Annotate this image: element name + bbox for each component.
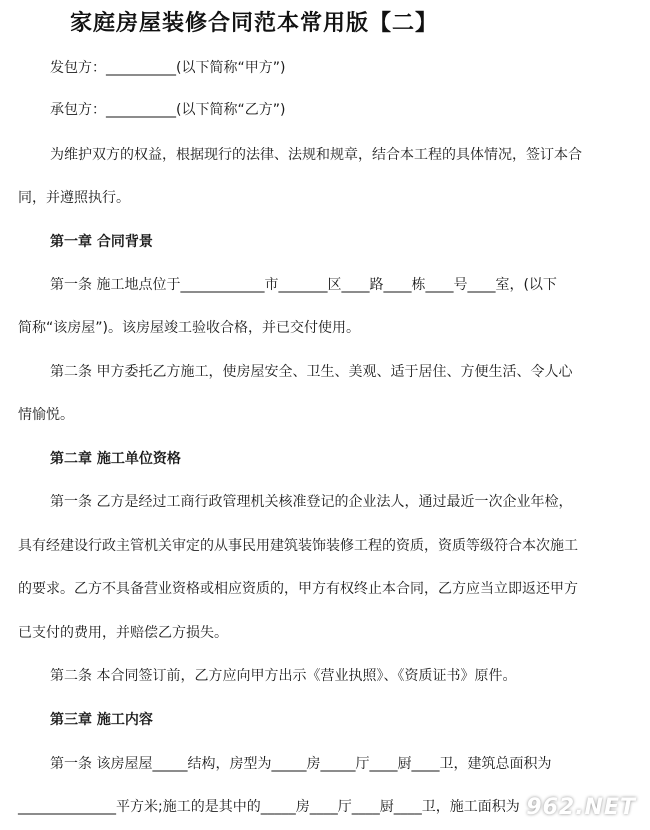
preamble-line-2: 同，并遵照执行。 bbox=[18, 190, 130, 206]
ch3-art1-line-2: ______________平方米;施工的是其中的_____房____厅____厨____卫，施工面积为 bbox=[18, 799, 520, 815]
chapter-2-heading: 第二章 施工单位资格 bbox=[50, 451, 181, 467]
chapter-1-heading: 第一章 合同背景 bbox=[50, 234, 153, 250]
preamble-line-1: 为维护双方的权益，根据现行的法律、法规和规章，结合本工程的具体情况，签订本合 bbox=[50, 147, 582, 163]
ch2-art2-line-1: 第二条 本合同签订前，乙方应向甲方出示《营业执照》、《资质证书》原件。 bbox=[50, 668, 517, 684]
ch2-art1-line-2: 具有经建设行政主管机关审定的从事民用建筑装饰装修工程的资质，资质等级符合本次施工 bbox=[18, 538, 578, 554]
party-a-line: 发包方：__________(以下简称“甲方”) bbox=[50, 60, 286, 76]
ch2-art1-line-4: 已支付的费用，并赔偿乙方损失。 bbox=[18, 625, 228, 641]
party-b-line: 承包方：__________(以下简称“乙方”) bbox=[50, 102, 286, 118]
document-title: 家庭房屋装修合同范本常用版【二】 bbox=[70, 11, 439, 36]
ch1-art1-line-2: 简称“该房屋”)。该房屋竣工验收合格，并已交付使用。 bbox=[18, 320, 360, 336]
site-watermark bbox=[502, 786, 644, 826]
ch1-art2-line-2: 情愉悦。 bbox=[18, 407, 74, 423]
watermark-logo-text: 962.NET bbox=[526, 795, 636, 820]
ch1-art2-line-1: 第二条 甲方委托乙方施工，使房屋安全、卫生、美观、适于居住、方便生活、令人心 bbox=[50, 364, 573, 380]
ch1-art1-line-1: 第一条 施工地点位于____________市_______区____路____栋____号____室，(以下 bbox=[50, 277, 557, 293]
chapter-3-heading: 第三章 施工内容 bbox=[50, 712, 153, 728]
ch3-art1-line-1: 第一条 该房屋屋_____结构，房型为_____房_____厅____厨____卫，建筑总面积为 bbox=[50, 756, 552, 772]
ch2-art1-line-1: 第一条 乙方是经过工商行政管理机关核准登记的企业法人，通过最近一次企业年检， bbox=[50, 494, 573, 510]
ch2-art1-line-3: 的要求。乙方不具备营业资格或相应资质的，甲方有权终止本合同，乙方应当立即返还甲方 bbox=[18, 581, 578, 597]
